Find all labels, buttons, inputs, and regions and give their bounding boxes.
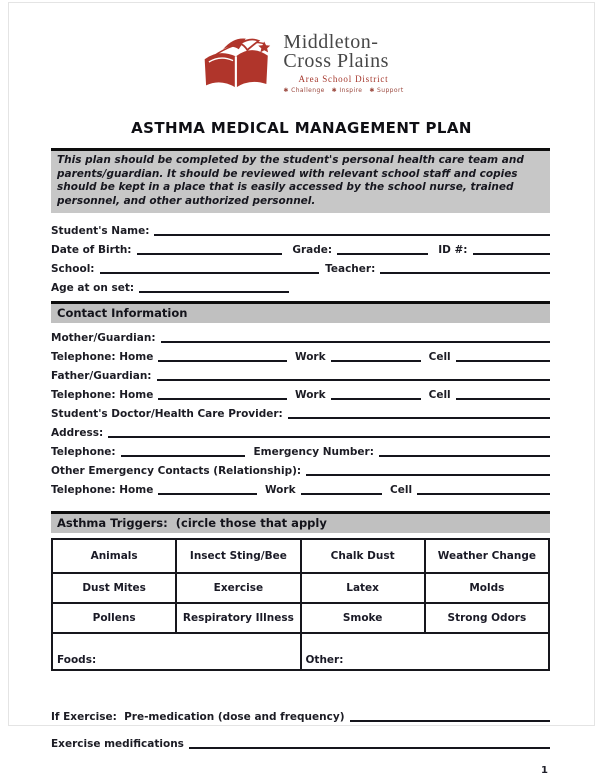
home-phone-blank-line [158, 390, 287, 400]
id-blank-line [473, 245, 550, 255]
table-row [52, 573, 549, 603]
document-title: ASTHMA MEDICAL MANAGEMENT PLAN [131, 119, 472, 137]
doctor-label: Student's Doctor/Health Care Provider: [51, 408, 283, 421]
telephone-home-label: Telephone: Home [51, 484, 154, 497]
asthma-triggers-header: Asthma Triggers: (circle those that apply [51, 511, 550, 533]
field-row-father-phone [51, 383, 550, 402]
table-row [52, 603, 549, 633]
trigger-cell: Latex [301, 573, 425, 603]
trigger-cell: Molds [425, 573, 549, 603]
premedication-blank-line [350, 712, 551, 722]
mother-guardian-blank-line [161, 333, 550, 343]
asthma-triggers-table [51, 538, 550, 671]
district-name-line1: Middleton- [283, 31, 379, 53]
telephone-label: Telephone: [51, 446, 116, 459]
id-label: ID #: [438, 244, 468, 257]
trigger-cell: Dust Mites [52, 573, 176, 603]
father-guardian-label: Father/Guardian: [51, 370, 152, 383]
trigger-cell: Respiratory Illness [176, 603, 300, 633]
trigger-cell: Strong Odors [425, 603, 549, 633]
student-name-blank-line [154, 226, 550, 236]
district-logo [9, 33, 594, 103]
field-row-premedication [51, 705, 550, 724]
field-row-school-teacher [51, 257, 550, 276]
teacher-label: Teacher: [325, 263, 376, 276]
page-number: 1 [541, 764, 548, 776]
age-onset-label: Age at on set: [51, 282, 135, 295]
work-phone-blank-line [331, 390, 421, 400]
trigger-cell: Smoke [301, 603, 425, 633]
open-book-logo-icon [199, 35, 277, 99]
field-row-mother [51, 326, 550, 345]
trigger-cell: Insect Sting/Bee [176, 539, 300, 573]
premedication-label: If Exercise: Pre-medication (dose and frequency) [51, 711, 345, 724]
school-label: School: [51, 263, 95, 276]
field-row-dob-grade-id [51, 238, 550, 257]
telephone-blank-line [121, 447, 246, 457]
field-row-address [51, 421, 550, 440]
exercise-modifications-label: Exercise medifications [51, 738, 184, 751]
other-emergency-contacts-label: Other Emergency Contacts (Relationship): [51, 465, 302, 478]
field-row-other-contacts [51, 459, 550, 478]
district-subtitle: Area School District [298, 74, 389, 84]
field-row-student-name [51, 219, 550, 238]
table-row [52, 539, 549, 573]
cell-phone-blank-line [417, 485, 550, 495]
cell-label: Cell [428, 389, 451, 402]
trigger-cell: Animals [52, 539, 176, 573]
table-row [52, 633, 549, 670]
field-row-age-onset [51, 276, 550, 295]
trigger-cell: Chalk Dust [301, 539, 425, 573]
work-phone-blank-line [331, 352, 421, 362]
grade-blank-line [337, 245, 428, 255]
telephone-home-label: Telephone: Home [51, 351, 154, 364]
field-row-other-phone [51, 478, 550, 497]
work-phone-blank-line [301, 485, 382, 495]
exercise-modifications-blank-line [189, 739, 550, 749]
mother-guardian-label: Mother/Guardian: [51, 332, 156, 345]
telephone-home-label: Telephone: Home [51, 389, 154, 402]
document-page [8, 2, 595, 776]
school-blank-line [100, 264, 320, 274]
dob-label: Date of Birth: [51, 244, 132, 257]
other-contacts-blank-line [306, 466, 550, 476]
intro-instructions: This plan should be completed by the student's personal health care team and parents/guardian. It should be reviewed with relevant school staff and copies should be kept in a place that is easily accessed by the school nurse, trained personnel, and other authorized personnel. [51, 148, 550, 213]
field-row-telephone-emergency [51, 440, 550, 459]
cell-label: Cell [428, 351, 451, 364]
home-phone-blank-line [158, 485, 257, 495]
home-phone-blank-line [158, 352, 287, 362]
district-name-line2: Cross Plains [283, 50, 389, 72]
trigger-cell: Pollens [52, 603, 176, 633]
teacher-blank-line [380, 264, 550, 274]
cell-label: Cell [390, 484, 413, 497]
field-row-mother-phone [51, 345, 550, 364]
foods-cell: Foods: [52, 633, 301, 670]
dob-blank-line [137, 245, 283, 255]
grade-label: Grade: [292, 244, 333, 257]
work-label: Work [294, 389, 326, 402]
address-label: Address: [51, 427, 104, 440]
cell-phone-blank-line [456, 352, 550, 362]
emergency-number-label: Emergency Number: [253, 446, 374, 459]
field-row-father [51, 364, 550, 383]
father-guardian-blank-line [157, 371, 550, 381]
emergency-number-blank-line [379, 447, 550, 457]
other-cell: Other: [301, 633, 550, 670]
student-name-label: Student's Name: [51, 225, 150, 238]
work-label: Work [264, 484, 296, 497]
field-row-doctor [51, 402, 550, 421]
district-tagline: ✱ Challenge ✱ Inspire ✱ Support [283, 87, 404, 94]
trigger-cell: Weather Change [425, 539, 549, 573]
field-row-exercise-modifications [51, 732, 550, 751]
doctor-blank-line [288, 409, 550, 419]
age-onset-blank-line [139, 283, 289, 293]
trigger-cell: Exercise [176, 573, 300, 603]
address-blank-line [108, 428, 550, 438]
district-logo-text [283, 33, 403, 94]
cell-phone-blank-line [456, 390, 550, 400]
work-label: Work [294, 351, 326, 364]
contact-information-header: Contact Information [51, 301, 550, 323]
